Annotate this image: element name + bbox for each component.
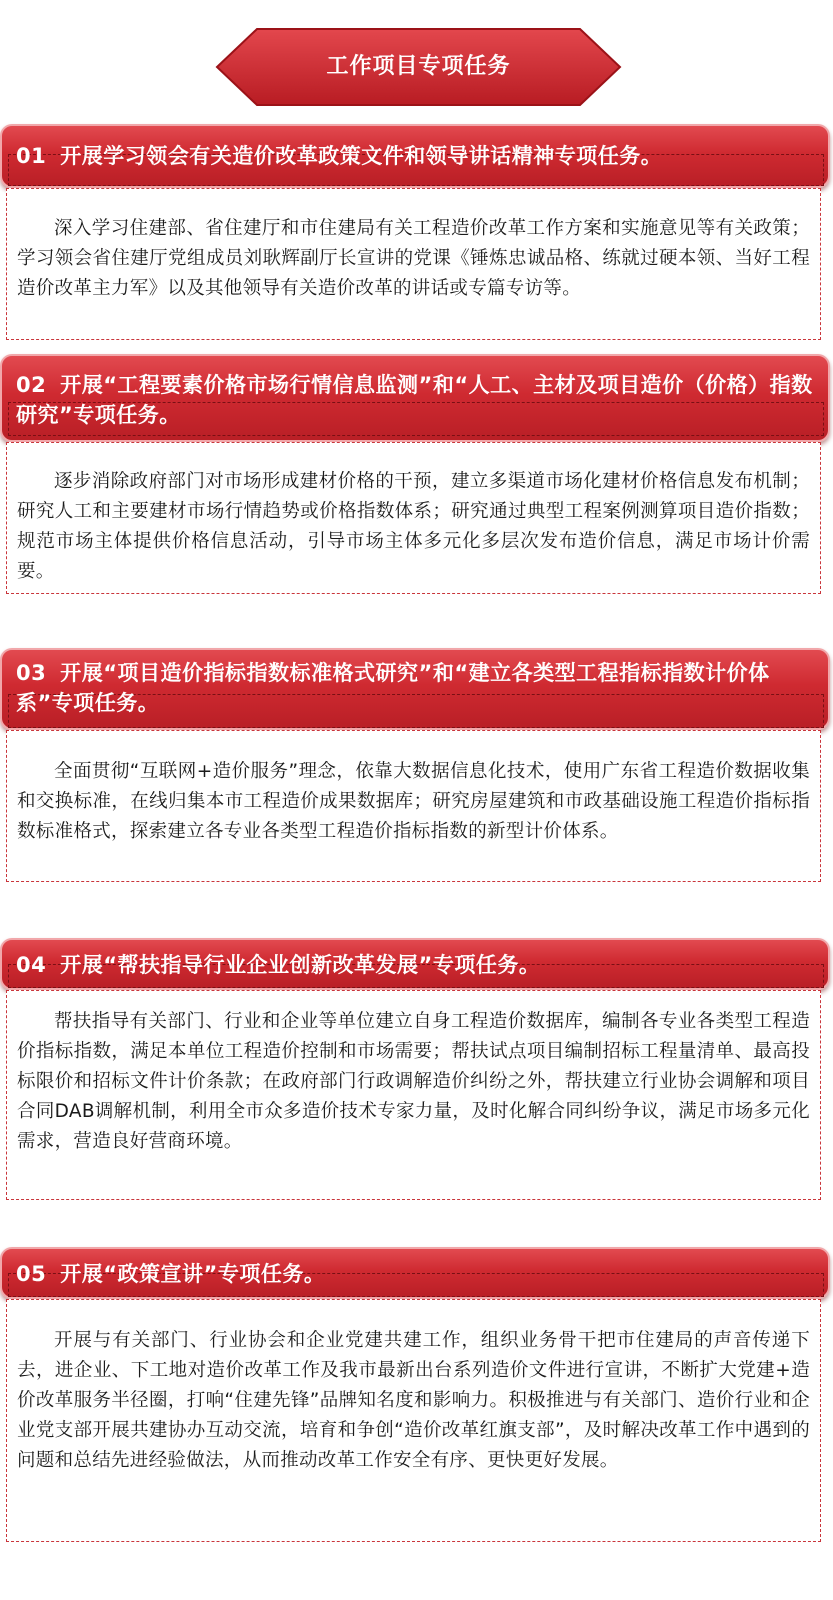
task-body-box	[6, 990, 821, 1200]
task-body-text: 帮扶指导有关部门、行业和企业等单位建立自身工程造价数据库，编制各专业各类型工程造价指标指数，满足本单位工程造价控制和市场需要；帮扶试点项目编制招标工程量清单、最高投标限价和招标文件计价条款；在政府部门行政调解造价纠纷之外，帮扶建立行业协会调解和项目合同DAB调解机制，利用全市众多造价技术专家力量，及时化解合同纠纷争议，满足市场多元化需求，营造良好营商环境。	[17, 1011, 810, 1152]
task-body-text: 开展与有关部门、行业协会和企业党建共建工作，组织业务骨干把市住建局的声音传递下去，进企业、下工地对造价改革工作及我市最新出台系列造价文件进行宣讲，不断扩大党建+造价改革服务半径圈，打响“住建先锋”品牌知名度和影响力。积极推进与有关部门、造价行业和企业党支部开展共建协办互动交流，培育和争创“造价改革红旗支部”，及时解决改革工作中遇到的问题和总结先进经验做法，从而推动改革工作安全有序、更快更好发展。	[17, 1330, 810, 1471]
task-heading-bar	[0, 124, 830, 188]
task-heading	[16, 1259, 814, 1289]
task-heading-text: 开展“政策宣讲”专项任务。	[60, 1262, 326, 1286]
task-heading	[16, 950, 814, 980]
task-heading-bar	[0, 354, 830, 442]
task-body-box	[6, 1299, 821, 1542]
task-body-box	[6, 188, 821, 340]
task-body-box	[6, 442, 821, 594]
task-body-text: 全面贯彻“互联网+造价服务”理念，依靠大数据信息化技术，使用广东省工程造价数据收集和交换标准，在线归集本市工程造价成果数据库；研究房屋建筑和市政基础设施工程造价指标指数标准格式，探索建立各专业各类型工程造价指标指数的新型计价体系。	[17, 761, 810, 842]
task-body-box	[6, 730, 821, 882]
task-heading	[16, 370, 814, 430]
task-heading-text: 开展“工程要素价格市场行情信息监测”和“人工、主材及项目造价（价格）指数研究”专项任务。	[16, 373, 813, 427]
task-number: 01	[16, 144, 47, 168]
task-heading	[16, 658, 814, 718]
task-heading-text: 开展“项目造价指标指数标准格式研究”和“建立各类型工程指标指数计价体系”专项任务。	[16, 661, 770, 715]
task-heading-bar	[0, 938, 830, 990]
task-heading-text: 开展学习领会有关造价改革政策文件和领导讲话精神专项任务。	[60, 144, 663, 168]
task-body-text: 深入学习住建部、省住建厅和市住建局有关工程造价改革工作方案和实施意见等有关政策；学习领会省住建厅党组成员刘耿辉副厅长宣讲的党课《锤炼忠诚品格、练就过硬本领、当好工程造价改革主力军》以及其他领导有关造价改革的讲话或专篇专访等。	[17, 218, 810, 299]
task-heading-text: 开展“帮扶指导行业企业创新改革发展”专项任务。	[60, 953, 541, 977]
page-title: 工作项目专项任务	[326, 54, 511, 79]
page-title-banner	[215, 27, 622, 107]
task-body-text: 逐步消除政府部门对市场形成建材价格的干预，建立多渠道市场化建材价格信息发布机制；研究人工和主要建材市场行情趋势或价格指数体系；研究通过典型工程案例测算项目造价指数；规范市场主体提供价格信息活动，引导市场主体多元化多层次发布造价信息，满足市场计价需要。	[17, 471, 810, 582]
task-number: 05	[16, 1262, 47, 1286]
task-heading-bar	[0, 1247, 830, 1299]
task-heading	[16, 141, 814, 171]
task-number: 04	[16, 953, 47, 977]
task-heading-bar	[0, 648, 830, 730]
task-number: 03	[16, 661, 47, 685]
task-number: 02	[16, 373, 47, 397]
